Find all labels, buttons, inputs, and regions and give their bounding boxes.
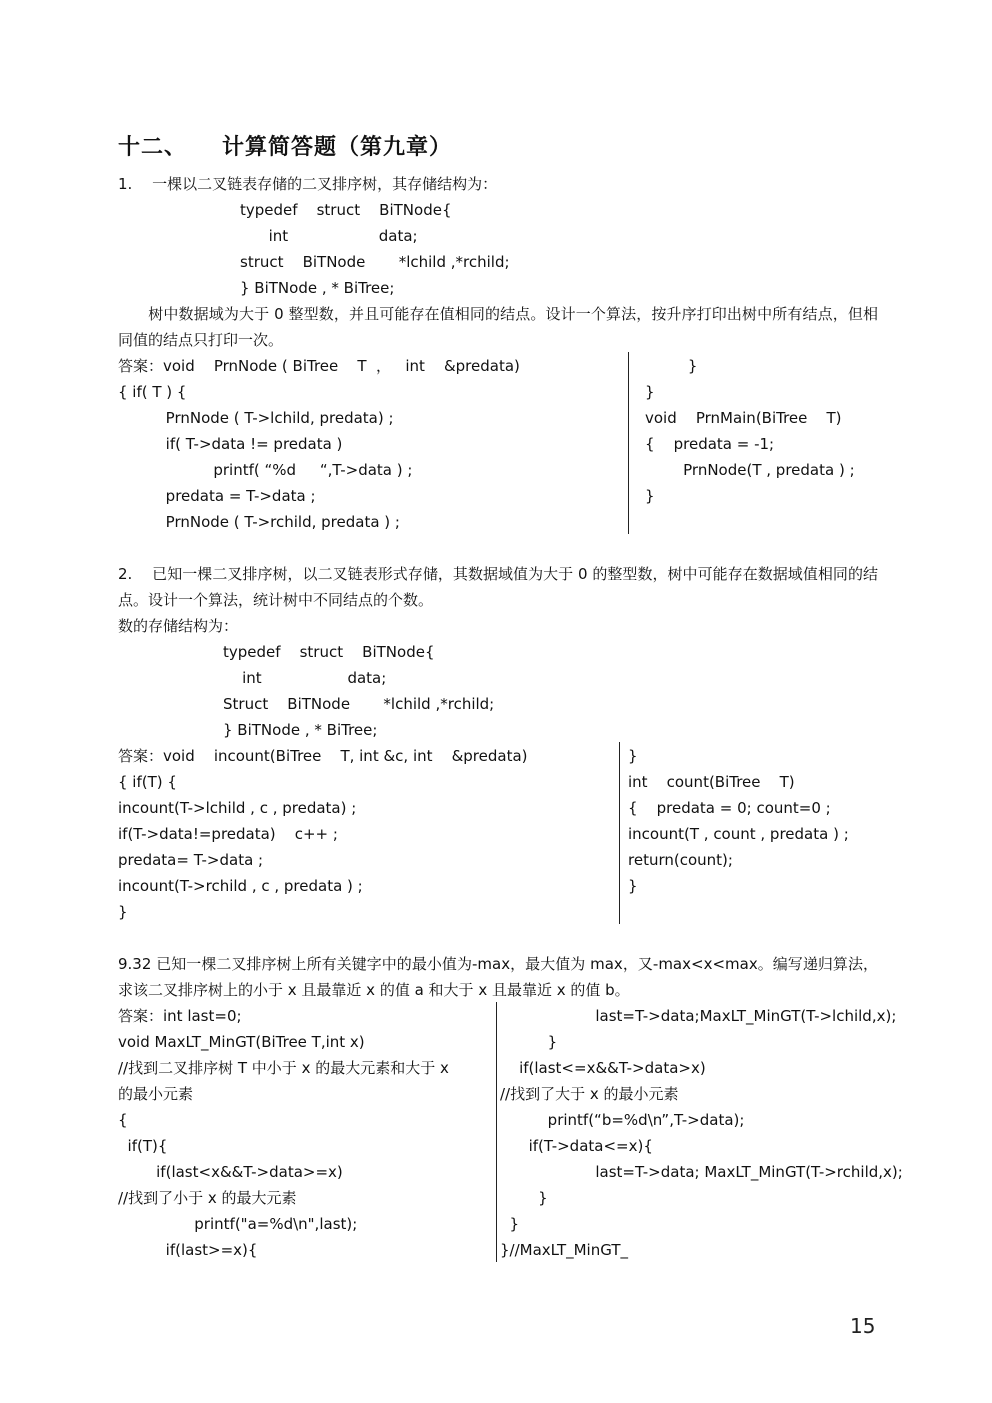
q2-code-left-line: predata= T->data ;	[118, 851, 264, 869]
q3-code-left-line: //找到了小于 x 的最大元素	[118, 1189, 297, 1207]
q3-code-left-line: //找到二叉排序树 T 中小于 x 的最大元素和大于 x	[118, 1059, 449, 1077]
section-number: 十二、	[118, 135, 188, 160]
q3-code-left-line: if(T){	[118, 1137, 168, 1155]
q2-struct-line: } BiTNode , * BiTree;	[223, 721, 378, 739]
q1-description: 树中数据域为大于 0 整型数，并且可能存在值相同的结点。设计一个算法，按升序打印出树中所有结点，但相同值的结点只打印一次。	[118, 305, 878, 349]
q3-code-right-line: }	[500, 1033, 558, 1051]
q3-code-left-line: 答案：int last=0;	[118, 1007, 242, 1025]
q3-code-right-line: if(last<=x&&T->data>x)	[500, 1059, 706, 1077]
q1-struct-line: int data;	[240, 227, 418, 245]
q3-code-left-line: {	[118, 1111, 128, 1129]
q3-code-left-line: void MaxLT_MinGT(BiTree T,int x)	[118, 1033, 365, 1051]
q1-code-right-line: }	[645, 357, 698, 375]
q1-struct-line: } BiTNode , * BiTree;	[240, 279, 395, 297]
q2-struct-line: int data;	[223, 669, 387, 687]
q1-struct-line: typedef struct BiTNode{	[240, 201, 452, 219]
q1-code-left-line: printf( “%d “,T->data ) ;	[118, 461, 413, 479]
q3-code-left-line: if(last>=x){	[118, 1241, 258, 1259]
q3-code-right-line: }	[500, 1215, 520, 1233]
q1-intro: 1. 一棵以二叉链表存储的二叉排序树，其存储结构为：	[118, 175, 498, 193]
q1-code-right-line: }	[645, 383, 655, 401]
q1-code-left-line: 答案：void PrnNode ( BiTree T ， int &predata)	[118, 357, 520, 375]
q2-code-right-line: return(count);	[628, 851, 733, 869]
q2-code-left-line: }	[118, 903, 128, 921]
q1-code-left-line: PrnNode ( T->lchild, predata) ;	[118, 409, 394, 427]
q3-code-right-line: last=T->data;MaxLT_MinGT(T->lchild,x);	[500, 1007, 897, 1025]
q1-code-left-line: if( T->data != predata )	[118, 435, 343, 453]
q1-code-right-line: { predata = -1;	[645, 435, 775, 453]
q2-code-left-line: 答案：void incount(BiTree T, int &c, int &predata)	[118, 747, 528, 765]
q2-code-left-line: incount(T->lchild , c , predata) ;	[118, 799, 357, 817]
q2-code-left-line: incount(T->rchild , c , predata ) ;	[118, 877, 363, 895]
q2-code-right-line: }	[628, 747, 638, 765]
q3-code-right-line: last=T->data; MaxLT_MinGT(T->rchild,x);	[500, 1163, 903, 1181]
section-title: 计算简答题（第九章）	[222, 135, 453, 160]
q2-code-left-line: if(T->data!=predata) c++ ;	[118, 825, 338, 843]
q2-code-right-line: int count(BiTree T)	[628, 773, 795, 791]
section-heading	[118, 130, 452, 161]
q3-code-left-line: if(last<x&&T->data>=x)	[118, 1163, 343, 1181]
q1-code-right-line: void PrnMain(BiTree T)	[645, 409, 842, 427]
q1-column-divider	[628, 352, 629, 534]
q1-struct-line: struct BiTNode *lchild ,*rchild;	[240, 253, 510, 271]
q2-code-left-line: { if(T) {	[118, 773, 177, 791]
q3-code-left-line: printf("a=%d\n",last);	[118, 1215, 358, 1233]
q2-struct-line: Struct BiTNode *lchild ,*rchild;	[223, 695, 495, 713]
q1-code-right-line: }	[645, 487, 655, 505]
q1-code-left-line: predata = T->data ;	[118, 487, 316, 505]
q2-column-divider	[619, 742, 620, 924]
q2-code-right-line: }	[628, 877, 638, 895]
q2-struct-label: 数的存储结构为：	[118, 617, 239, 635]
page-number: 15	[850, 1314, 876, 1338]
q3-column-divider	[496, 1002, 497, 1262]
q3-code-left-line: 的最小元素	[118, 1085, 194, 1103]
q1-code-left-line: { if( T ) {	[118, 383, 187, 401]
q2-intro: 2. 已知一棵二叉排序树，以二叉链表形式存储，其数据域值为大于 0 的整型数，树中可能存在数据域值相同的结点。设计一个算法，统计树中不同结点的个数。	[118, 565, 878, 609]
q3-code-right-line: if(T->data<=x){	[500, 1137, 653, 1155]
q2-code-right-line: { predata = 0; count=0 ;	[628, 799, 831, 817]
q1-code-right-line: PrnNode(T , predata ) ;	[645, 461, 855, 479]
q3-code-right-line: }//MaxLT_MinGT_	[500, 1241, 628, 1259]
q2-code-right-line: incount(T , count , predata ) ;	[628, 825, 849, 843]
q1-code-left-line: PrnNode ( T->rchild, predata ) ;	[118, 513, 400, 531]
q3-intro: 9.32 已知一棵二叉排序树上所有关键字中的最小值为-max，最大值为 max，又-max<x<max。编写递归算法，求该二叉排序树上的小于 x 且最靠近 x 的值 a 和大于 x 且最靠近 x 的值 b。	[118, 955, 878, 999]
q3-code-right-line: }	[500, 1189, 548, 1207]
q3-code-right-line: //找到了大于 x 的最小元素	[500, 1085, 679, 1103]
q2-struct-line: typedef struct BiTNode{	[223, 643, 435, 661]
q3-code-right-line: printf(“b=%d\n”,T->data);	[500, 1111, 745, 1129]
